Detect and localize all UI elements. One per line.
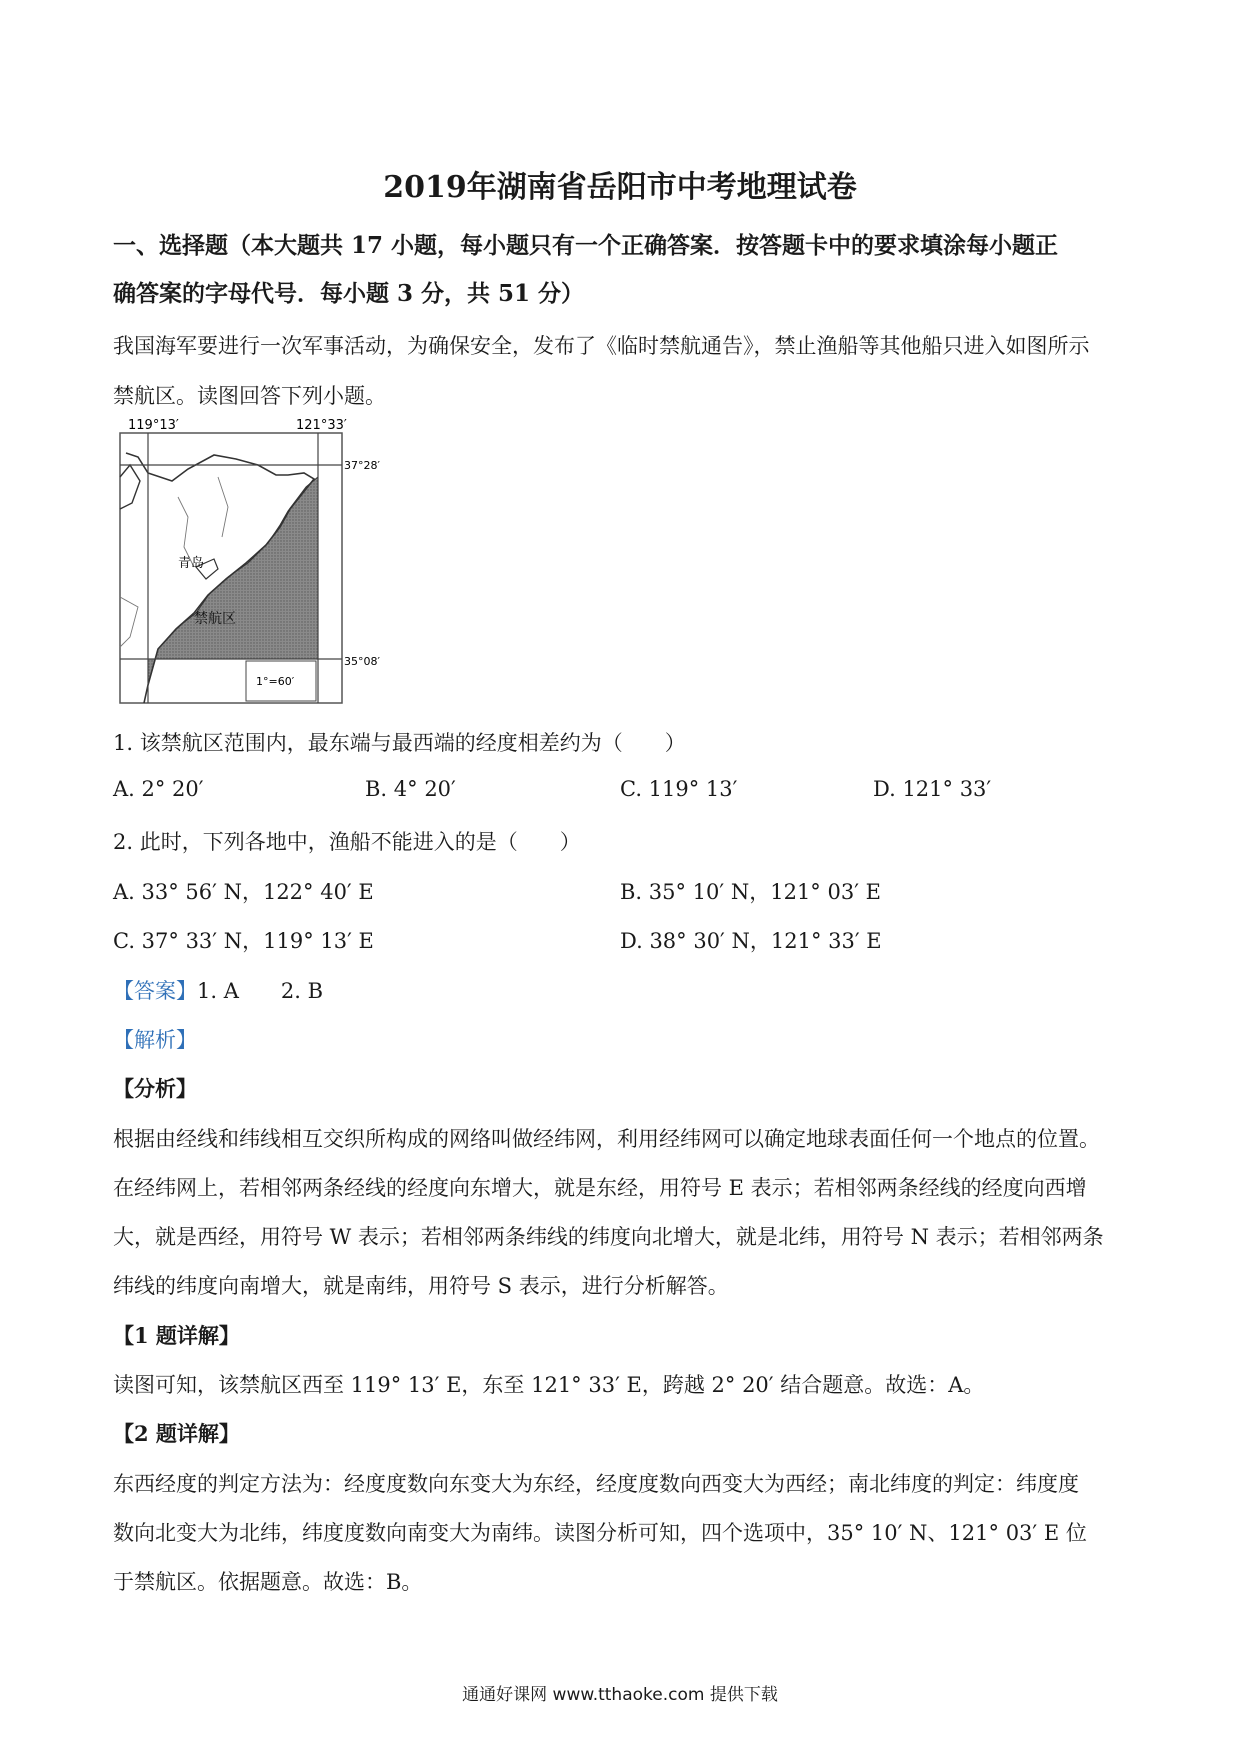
q1-option-c: C. 119° 13′ <box>620 777 738 801</box>
q1-option-d: D. 121° 33′ <box>873 777 992 801</box>
scale-note-label: 1°=60′ <box>256 675 295 688</box>
jiexi-tag: 【解析】 <box>113 1028 197 1052</box>
q1-option-a: A. 2° 20′ <box>113 777 204 801</box>
q1-stem: 1. 该禁航区范围内，最东端与最西端的经度相差约为（ ） <box>113 731 686 755</box>
section-heading-line-1: 一、选择题（本大题共 17 小题，每小题只有一个正确答案．按答题卡中的要求填涂每小题正 <box>113 232 1059 259</box>
answer-text: 1. A 2. B <box>197 979 324 1003</box>
detail2-line-1: 东西经度的判定方法为：经度度数向东变大为东经，经度度数向西变大为西经；南北纬度的判定：纬度度 <box>113 1472 1079 1496</box>
analysis-line-1: 根据由经线和纬线相互交织所构成的网络叫做经纬网，利用经纬网可以确定地球表面任何一个地点的位置。 <box>113 1127 1100 1151</box>
detail2-line-3: 于禁航区。依据题意。故选：B。 <box>113 1570 423 1594</box>
no-sail-zone-map <box>118 417 380 707</box>
answer-tag: 【答案】 <box>113 979 197 1003</box>
city-label: 青岛 <box>178 556 205 571</box>
lon-left-label: 119°13′ <box>128 418 179 433</box>
intro-line-2: 禁航区。读图回答下列小题。 <box>113 384 386 408</box>
section-heading-line-2: 确答案的字母代号．每小题 3 分，共 51 分） <box>113 280 585 307</box>
lon-right-label: 121°33′ <box>296 418 347 433</box>
analysis-line-2: 在经纬网上，若相邻两条经线的经度向东增大，就是东经，用符号 E 表示；若相邻两条经线的经度向西增 <box>113 1176 1087 1200</box>
q2-stem: 2. 此时，下列各地中，渔船不能进入的是（ ） <box>113 830 581 854</box>
page-footer: 通通好课网 www.tthaoke.com 提供下载 <box>462 1685 778 1705</box>
detail1-text: 读图可知，该禁航区西至 119° 13′ E，东至 121° 33′ E，跨越 2° 20′ 结合题意。故选：A。 <box>113 1373 985 1397</box>
q1-option-b: B. 4° 20′ <box>365 777 456 801</box>
page-title: 2019年湖南省岳阳市中考地理试卷 <box>383 170 857 205</box>
fenxi-tag: 【分析】 <box>113 1076 197 1101</box>
answer-line <box>113 975 323 1005</box>
analysis-line-4: 纬线的纬度向南增大，就是南纬，用符号 S 表示，进行分析解答。 <box>113 1274 729 1298</box>
lat-bottom-label: 35°08′ <box>344 655 380 668</box>
q2-option-d: D. 38° 30′ N，121° 33′ E <box>620 929 882 953</box>
q2-option-c: C. 37° 33′ N，119° 13′ E <box>113 929 374 953</box>
analysis-line-3: 大，就是西经，用符号 W 表示；若相邻两条纬线的纬度向北增大，就是北纬，用符号 N 表示；若相邻两条 <box>113 1225 1104 1249</box>
detail1-tag: 【1 题详解】 <box>113 1323 240 1348</box>
q2-option-a: A. 33° 56′ N，122° 40′ E <box>113 880 374 904</box>
intro-line-1: 我国海军要进行一次军事活动，为确保安全，发布了《临时禁航通告》，禁止渔船等其他船只进入如图所示 <box>113 334 1090 358</box>
zone-label: 禁航区 <box>194 611 236 627</box>
lat-top-label: 37°28′ <box>344 459 380 472</box>
detail2-tag: 【2 题详解】 <box>113 1421 240 1446</box>
q2-option-b: B. 35° 10′ N，121° 03′ E <box>620 880 881 904</box>
detail2-line-2: 数向北变大为北纬，纬度度数向南变大为南纬。读图分析可知，四个选项中，35° 10′ N、121° 03′ E 位 <box>113 1521 1087 1545</box>
